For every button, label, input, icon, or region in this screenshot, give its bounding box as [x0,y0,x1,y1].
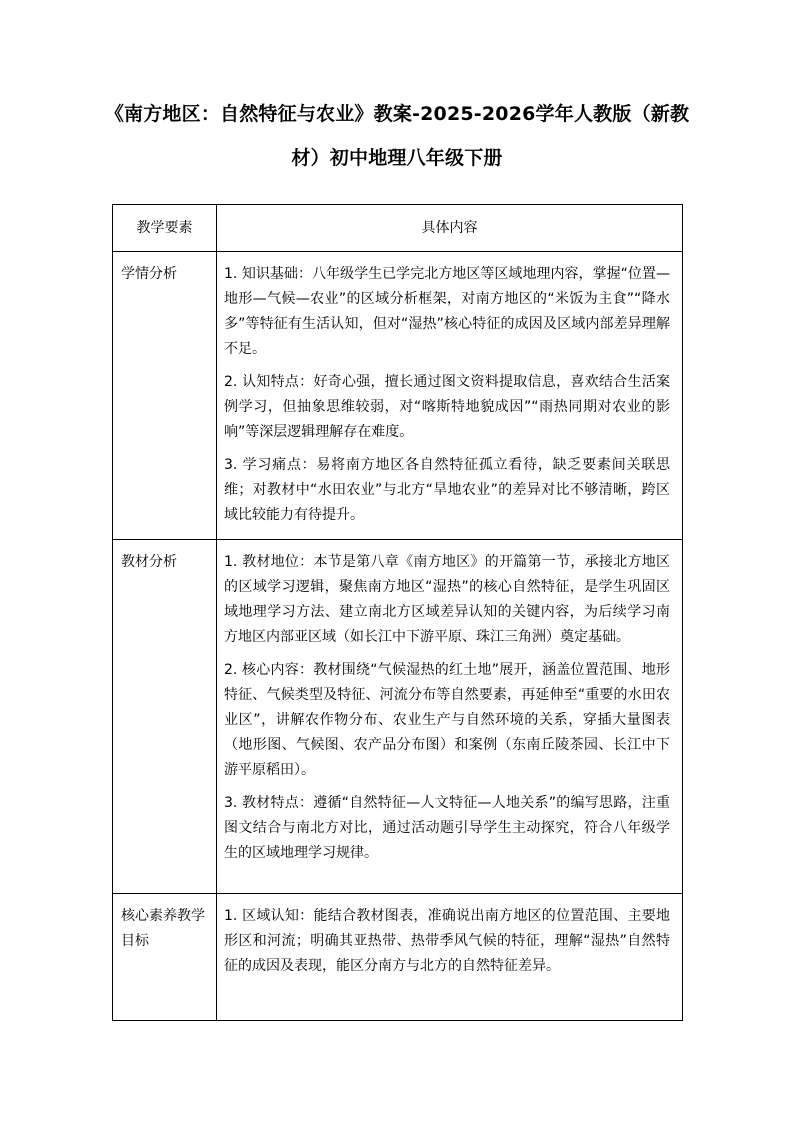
paragraph: 3. 学习痛点：易将南方地区各自然特征孤立看待，缺乏要素间关联思维；对教材中“水田农业”与北方“旱地农业”的差异对比不够清晰，跨区域比较能力有待提升。 [224,457,670,523]
row-content-core-competency-goals [217,894,683,1021]
column-header-element: 教学要素 [113,205,217,252]
paragraph: 1. 区域认知：能结合教材图表，准确说出南方地区的位置范围、主要地形区和河流；明确其亚热带、热带季风气候的特征，理解“湿热”自然特征的成因及表现，能区分南方与北方的自然特征差异。 [224,908,670,974]
lesson-plan-table [112,204,683,1021]
paragraph: 1. 知识基础：八年级学生已学完北方地区等区域地理内容，掌握“位置—地形—气候—农业”的区域分析框架，对南方地区的“米饭为主食”“降水多”等特征有生活认知，但对“湿热”核心特征的成因及区域内部差异理解不足。 [224,266,670,357]
column-header-content: 具体内容 [217,205,683,252]
page-title: 《南方地区：自然特征与农业》教案-2025-2026学年人教版（新教材）初中地理八年级下册 [104,103,690,169]
paragraph: 1. 教材地位：本节是第八章《南方地区》的开篇第一节，承接北方地区的区域学习逻辑，聚焦南方地区“湿热”的核心自然特征，是学生巩固区域地理学习方法、建立南北方区域差异认知的关键内容，为后续学习南方地区内部亚区域（如长江中下游平原、珠江三角洲）奠定基础。 [224,554,670,645]
row-label-core-competency-goals: 核心素养教学目标 [113,894,217,1021]
row-content-learner-analysis [217,252,683,540]
row-label-learner-analysis: 学情分析 [113,252,217,540]
paragraph: 2. 核心内容：教材围绕“气候湿热的红土地”展开，涵盖位置范围、地形特征、气候类型及特征、河流分布等自然要素，再延伸至“重要的水田农业区”，讲解农作物分布、农业生产与自然环境的关系，穿插大量图表（地形图、气候图、农产品分布图）和案例（东南丘陵茶园、长江中下游平原稻田）。 [224,662,670,778]
paragraph: 3. 教材特点：遵循“自然特征—人文特征—人地关系”的编写思路，注重图文结合与南北方对比，通过活动题引导学生主动探究，符合八年级学生的区域地理学习规律。 [224,795,670,861]
row-label-textbook-analysis: 教材分析 [113,540,217,894]
paragraph: 2. 认知特点：好奇心强，擅长通过图文资料提取信息，喜欢结合生活案例学习，但抽象思维较弱，对“喀斯特地貌成因”“雨热同期对农业的影响”等深层逻辑理解存在难度。 [224,374,670,440]
row-content-textbook-analysis [217,540,683,894]
table-row [113,252,683,540]
table-row [113,894,683,1021]
table-header-row [113,205,683,252]
table-row [113,540,683,894]
